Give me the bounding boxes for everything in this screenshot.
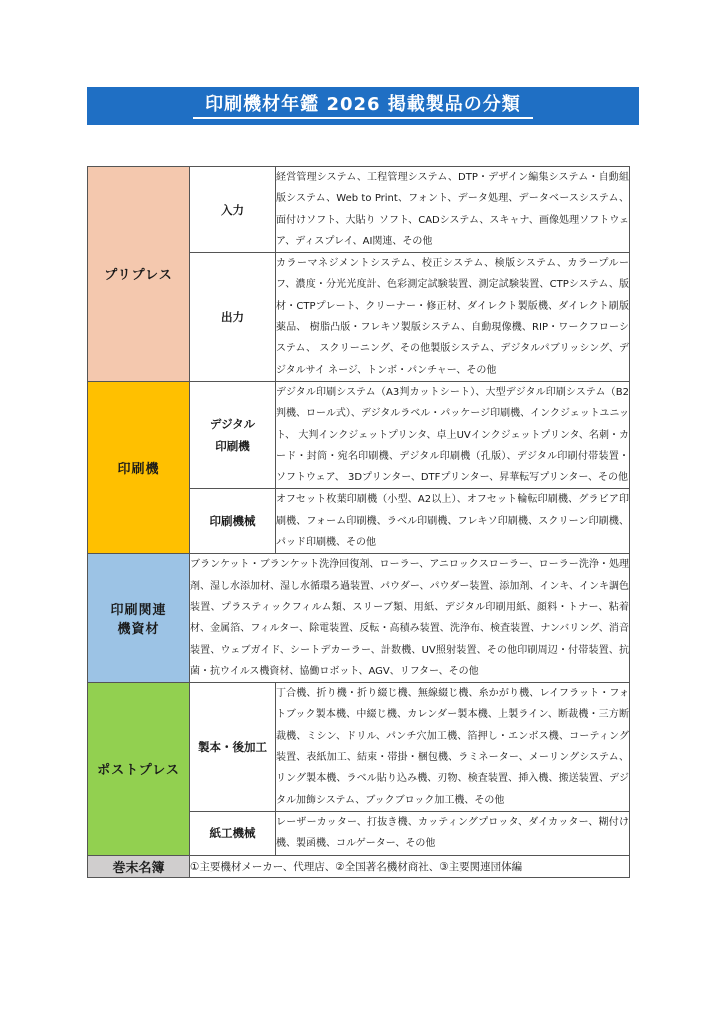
product-list: カラーマネジメントシステム、校正システム、検版システム、カラープルーフ、濃度・分光光度計、色彩測定試験装置、測定試験装置、CTPシステム、版材・CTPプレート、クリーナー・修正材、ダイレクト製版機、ダイレクト刷版薬品、 樹脂凸版・フレキソ製版システム、自動現像機、RIP・ワークフローシステム、 スクリーニング、その他製版システム、デジタルパブリッシング、デジタルサイ ネージ、トンボ・パンチャー、その他 bbox=[276, 253, 630, 382]
title-banner bbox=[87, 87, 639, 125]
product-list: ブランケット・ブランケット洗浄回復剤、ローラー、アニロックスローラー、ローラー洗浄・処理剤、湿し水添加材、湿し水循環ろ過装置、パウダー、パウダー装置、添加剤、インキ、インキ調色装置、プラスティックフィルム類、スリーブ類、用紙、デジタル印刷用紙、顔料・トナー、粘着材、金属箔、フィルター、除電装置、反転・高積み装置、洗浄布、検査装置、ナンバリング、消音装置、ウェブガイド、シートデカーラー、計数機、UV照射装置、その他印刷周辺・付帯装置、抗菌・抗ウイルス機資材、協働ロボット、AGV、リフター、その他 bbox=[190, 554, 630, 683]
product-list: 経営管理システム、工程管理システム、DTP・デザイン編集システム・自動組版システム、Web to Print、フォント、データ処理、データベースシステム、面付けソフト、大貼り ソフト、CADシステム、スキャナ、画像処理ソフトウェア、ディスプレイ、AI関連、その他 bbox=[276, 167, 630, 253]
table-row bbox=[88, 683, 630, 812]
product-list: デジタル印刷システム（A3判カットシート）、大型デジタル印刷システム（B2判機、ロール式）、デジタルラベル・パッケージ印刷機、インクジェットユニット、 大判インクジェットプリンタ、卓上UVインクジェットプリンタ、名刺・カード・封筒・宛名印刷機、デジタル印刷機（孔版）、デジタル印刷付帯装置・ソフトウェア、 3Dプリンター、DTFプリンター、昇華転写プリンター、その他 bbox=[276, 381, 630, 488]
subcategory-digital-press bbox=[190, 381, 276, 488]
category-postpress: ポストプレス bbox=[88, 683, 190, 855]
category-materials bbox=[88, 554, 190, 683]
category-label-line: 機資材 bbox=[117, 622, 160, 638]
subcategory-binding: 製本・後加工 bbox=[190, 683, 276, 812]
category-press: 印刷機 bbox=[88, 381, 190, 553]
table-row bbox=[88, 554, 630, 683]
table-row bbox=[88, 381, 630, 488]
subcategory-label-line: 印刷機 bbox=[215, 439, 250, 454]
product-list: 丁合機、折り機・折り綴じ機、無線綴じ機、糸かがり機、レイフラット・フォトブック製本機、中綴じ機、カレンダー製本機、上製ライン、断裁機・三方断裁機、ミシン、ドリル、パンチ穴加工機、箔押し・エンボス機、コーティング装置、表紙加工、結束・帯掛・梱包機、ラミネーター、メーリングシステム、リング製本機、ラベル貼り込み機、刃物、検査装置、挿入機、搬送装置、デジタル加飾システム、ブックブロック加工機、その他 bbox=[276, 683, 630, 812]
product-list: オフセット枚葉印刷機（小型、A2以上）、オフセット輪転印刷機、グラビア印刷機、フォーム印刷機、ラベル印刷機、フレキソ印刷機、スクリーン印刷機、パッド印刷機、その他 bbox=[276, 489, 630, 554]
subcategory-input: 入力 bbox=[190, 167, 276, 253]
directory-label: 巻末名簿 bbox=[88, 855, 190, 877]
subcategory-paper-converting: 紙工機械 bbox=[190, 811, 276, 855]
page-title: 印刷機材年鑑 2026 掲載製品の分類 bbox=[193, 94, 533, 119]
directory-text: ①主要機材メーカー、代理店、②全国著名機材商社、③主要関連団体編 bbox=[190, 855, 630, 877]
subcategory-label-line: デジタル bbox=[209, 417, 256, 432]
table-row bbox=[88, 167, 630, 253]
table-row bbox=[88, 855, 630, 877]
subcategory-printing-machine: 印刷機械 bbox=[190, 489, 276, 554]
category-table bbox=[87, 166, 630, 878]
product-list: レーザーカッター、打抜き機、カッティングプロッタ、ダイカッター、糊付け機、製函機、コルゲーター、その他 bbox=[276, 811, 630, 855]
category-label-line: 印刷関連 bbox=[110, 603, 167, 619]
subcategory-output: 出力 bbox=[190, 253, 276, 382]
category-prepress: プリプレス bbox=[88, 167, 190, 382]
